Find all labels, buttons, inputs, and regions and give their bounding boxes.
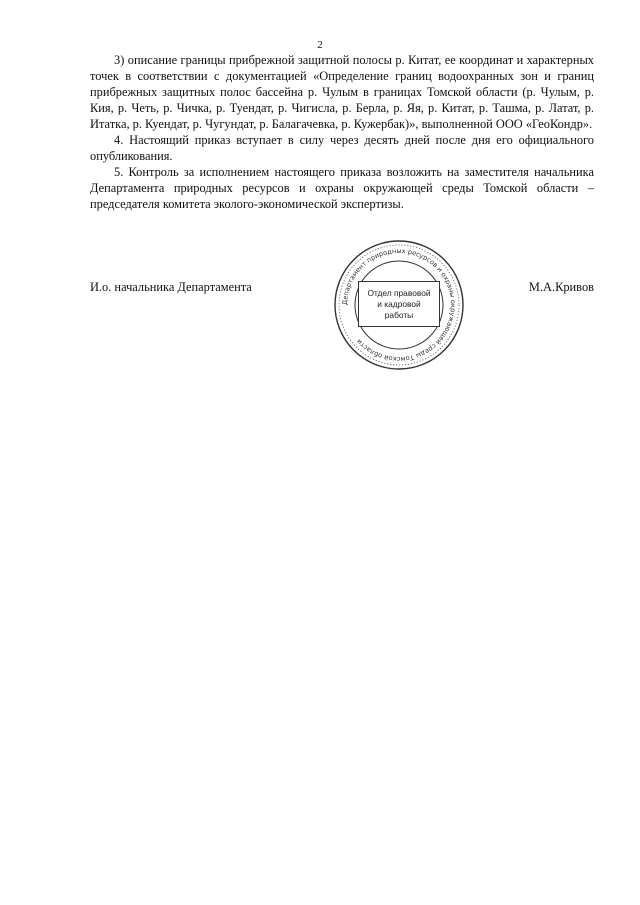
page-number: 2 (317, 39, 323, 51)
paragraph-item-5: 5. Контроль за исполнением настоящего приказа возложить на заместителя начальника Департамента природных ресурсов и охраны окружающей среды Томской области – председателя комитета эколого-экономической экспертизы. (90, 165, 594, 211)
signatory-name: М.А.Кривов (528, 280, 594, 294)
stamp-line-2: и кадровой (377, 299, 421, 309)
stamp-ring-text: Департамент природных ресурсов и охраны окружающей среды Томской области (340, 246, 458, 364)
official-stamp (332, 238, 466, 372)
paragraph-item-4: 4. Настоящий приказ вступает в силу через десять дней после дня его официального опубликования. (90, 133, 594, 163)
document-body (90, 52, 594, 212)
stamp-inner-box (358, 281, 440, 327)
stamp-line-1: Отдел правовой (367, 288, 431, 298)
stamp-line-3: работы (384, 310, 414, 320)
paragraph-item-3: 3) описание границы прибрежной защитной полосы р. Китат, ее координат и характерных точек в соответствии с документацией «Определение границ водоохранных зон и границ прибрежных защитных полос бассейна р. Чулым в границах Томской области (р. Чулым, р. Кия, р. Четь, р. Чичка, р. Туендат, р. Чигисла, р. Берла, р. Яя, р. Китат, р. Ташма, р. Латат, р. Итатка, р. Куендат, р. Чугундат, р. Балагачевка, р. Кужербак)», выполненной ООО «ГеоКондр». (90, 53, 594, 131)
signatory-position: И.о. начальника Департамента (90, 280, 252, 294)
